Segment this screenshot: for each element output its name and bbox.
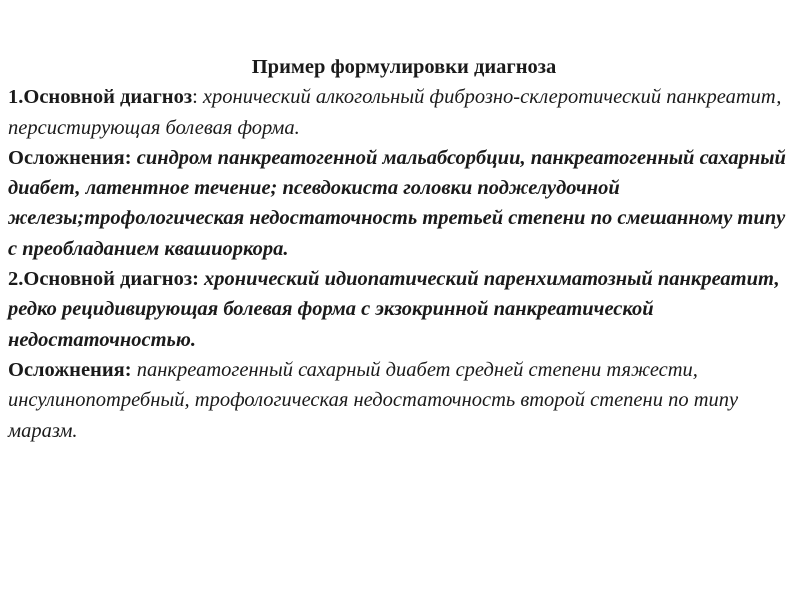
complications-1-label: Осложнения:	[8, 146, 132, 169]
diagnosis-2-text: хронический идиопатический паренхиматозный панкреатит, редко рецидивирующая болевая форма с экзокринной панкреатической недостаточностью.	[8, 268, 780, 351]
diagnosis-1-text: хронический алкогольный фиброзно-склеротический панкреатит, персистирующая болевая форма.	[8, 86, 782, 139]
complications-1	[8, 143, 792, 264]
diagnosis-1-separator: :	[192, 86, 198, 109]
slide-content	[8, 52, 792, 446]
diagnosis-1	[8, 82, 792, 143]
diagnosis-2	[8, 264, 792, 355]
complications-1-text: синдром панкреатогенной мальабсорбции, панкреатогенный сахарный диабет, латентное течение; псевдокиста головки поджелудочной железы;трофологическая недостаточность третьей степени по смешанному типу с преобладанием квашиоркора.	[8, 146, 786, 260]
complications-2-text: панкреатогенный сахарный диабет средней степени тяжести, инсулинопотребный, трофологическая недостаточность второй степени по типу маразм.	[8, 358, 739, 442]
complications-2-label: Осложнения:	[8, 358, 132, 381]
diagnosis-1-label: 1.Основной диагноз	[8, 86, 193, 109]
diagnosis-2-label: 2.Основной диагноз:	[8, 268, 199, 291]
complications-2	[8, 355, 792, 446]
slide-title: Пример формулировки диагноза	[251, 56, 557, 78]
